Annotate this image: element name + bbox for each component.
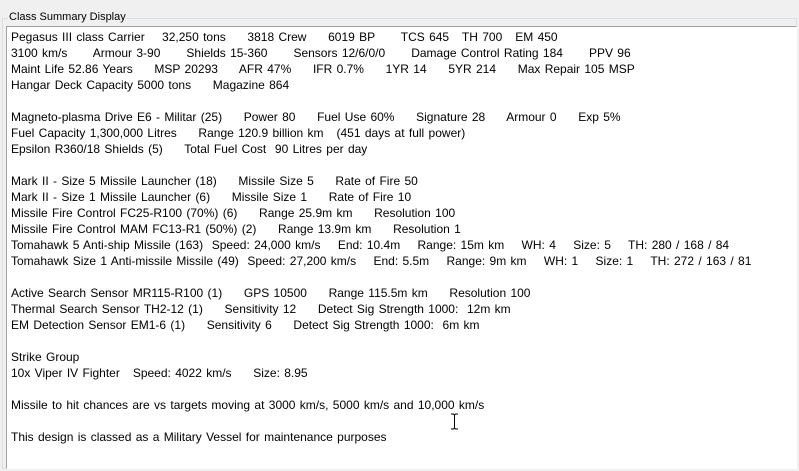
class-summary-textbox[interactable] [6, 26, 797, 469]
summary-line-1: Pegasus III class Carrier 32,250 tons 3818 Crew 6019 BP TCS 645 TH 700 EM 450 [11, 30, 558, 44]
summary-line-26: This design is classed as a Military Vessel for maintenance purposes [11, 430, 387, 444]
summary-line-10: Mark II - Size 5 Missile Launcher (18) Missile Size 5 Rate of Fire 50 [11, 174, 418, 188]
summary-line-12: Missile Fire Control FC25-R100 (70%) (6) Range 25.9m km Resolution 100 [11, 206, 456, 220]
summary-line-2: 3100 km/s Armour 3-90 Shields 15-360 Sensors 12/6/0/0 Damage Control Rating 184 PPV 96 [11, 46, 631, 60]
summary-line-15: Tomahawk Size 1 Anti-missile Missile (49) Speed: 27,200 km/s End: 5.5m Range: 9m km WH: 1 Size: 1 TH: 272 / 163 / 81 [11, 254, 752, 268]
summary-line-4: Hangar Deck Capacity 5000 tons Magazine 864 [11, 78, 290, 92]
summary-line-8: Epsilon R360/18 Shields (5) Total Fuel Cost 90 Litres per day [11, 142, 368, 156]
summary-line-18: Thermal Search Sensor TH2-12 (1) Sensitivity 12 Detect Sig Strength 1000: 12m km [11, 302, 511, 316]
summary-line-24: Missile to hit chances are vs targets moving at 3000 km/s, 5000 km/s and 10,000 km/s [11, 398, 485, 412]
summary-line-14: Tomahawk 5 Anti-ship Missile (163) Speed: 24,000 km/s End: 10.4m Range: 15m km WH: 4 Size: 5 TH: 280 / 168 / 84 [11, 238, 730, 252]
summary-line-22: 10x Viper IV Fighter Speed: 4022 km/s Size: 8.95 [11, 366, 308, 380]
summary-line-3: Maint Life 52.86 Years MSP 20293 AFR 47% IFR 0.7% 1YR 14 5YR 214 Max Repair 105 MSP [11, 62, 635, 76]
summary-line-6: Magneto-plasma Drive E6 - Militar (25) Power 80 Fuel Use 60% Signature 28 Armour 0 Exp 5% [11, 110, 621, 124]
summary-line-17: Active Search Sensor MR115-R100 (1) GPS 10500 Range 115.5m km Resolution 100 [11, 286, 531, 300]
summary-line-13: Missile Fire Control MAM FC13-R1 (50%) (2) Range 13.9m km Resolution 1 [11, 222, 461, 236]
text-cursor-icon [450, 413, 459, 430]
summary-line-7: Fuel Capacity 1,300,000 Litres Range 120.9 billion km (451 days at full power) [11, 126, 466, 140]
summary-line-21: Strike Group [11, 350, 80, 364]
summary-line-19: EM Detection Sensor EM1-6 (1) Sensitivity 6 Detect Sig Strength 1000: 6m km [11, 318, 480, 332]
summary-line-11: Mark II - Size 1 Missile Launcher (6) Missile Size 1 Rate of Fire 10 [11, 190, 412, 204]
group-title: Class Summary Display [9, 11, 126, 23]
